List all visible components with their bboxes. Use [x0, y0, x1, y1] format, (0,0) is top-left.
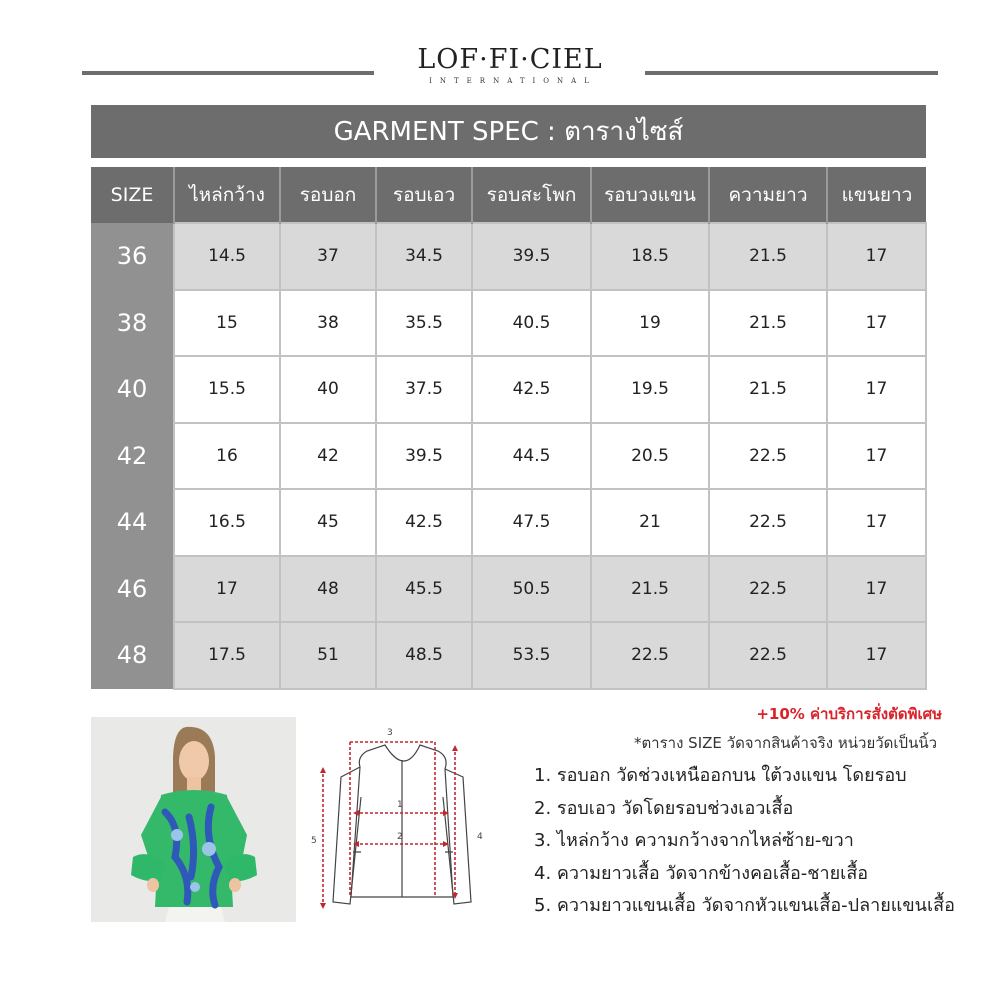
diagram-label-chest: 1	[397, 800, 403, 810]
table-cell: 17	[827, 489, 926, 556]
table-cell: 17	[827, 622, 926, 689]
table-cell: 21.5	[709, 356, 827, 423]
measurement-step: 1. รอบอก วัดช่วงเหนืออกบน ใต้วงแขน โดยรอบ	[534, 765, 907, 786]
table-cell: 16	[174, 423, 280, 490]
measurement-step: 3. ไหล่กว้าง ความกว้างจากไหล่ซ้าย-ขวา	[534, 830, 854, 851]
column-header: รอบวงแขน	[591, 167, 709, 223]
table-cell: 48.5	[376, 622, 472, 689]
table-cell: 35.5	[376, 290, 472, 357]
diagram-label-waist: 2	[397, 832, 403, 842]
table-cell: 48	[280, 556, 376, 623]
measurement-step: 4. ความยาวเสื้อ วัดจากข้างคอเสื้อ-ชายเสื้อ	[534, 862, 869, 884]
header-rule-left	[82, 71, 374, 75]
diagram-label-sleeve: 5	[311, 836, 317, 846]
table-cell: 21	[591, 489, 709, 556]
size-cell: 40	[91, 356, 174, 423]
table-cell: 45.5	[376, 556, 472, 623]
table-cell: 37	[280, 223, 376, 290]
table-cell: 53.5	[472, 622, 591, 689]
table-row	[91, 423, 926, 490]
table-cell: 17	[827, 356, 926, 423]
column-header: รอบสะโพก	[472, 167, 591, 223]
measurement-step: 5. ความยาวแขนเสื้อ วัดจากหัวแขนเสื้อ-ปลายแขนเสื้อ	[534, 895, 955, 916]
measurement-step: 2. รอบเอว วัดโดยรอบช่วงเอวเสื้อ	[534, 797, 794, 819]
table-cell: 51	[280, 622, 376, 689]
table-header-row	[91, 167, 926, 223]
table-cell: 21.5	[709, 290, 827, 357]
table-cell: 15	[174, 290, 280, 357]
table-cell: 15.5	[174, 356, 280, 423]
table-cell: 17	[827, 423, 926, 490]
table-row	[91, 556, 926, 623]
table-cell: 21.5	[591, 556, 709, 623]
table-cell: 17.5	[174, 622, 280, 689]
table-row	[91, 223, 926, 290]
table-cell: 22.5	[591, 622, 709, 689]
table-cell: 40.5	[472, 290, 591, 357]
column-header: SIZE	[91, 167, 174, 223]
column-header: ไหล่กว้าง	[174, 167, 280, 223]
table-cell: 16.5	[174, 489, 280, 556]
table-cell: 37.5	[376, 356, 472, 423]
table-cell: 50.5	[472, 556, 591, 623]
table-cell: 14.5	[174, 223, 280, 290]
brand-name: LOF·FI·CIEL	[417, 44, 603, 75]
column-header: รอบเอว	[376, 167, 472, 223]
diagram-label-shoulder: 3	[387, 728, 393, 738]
diagram-label-length: 4	[477, 832, 483, 842]
table-cell: 42.5	[472, 356, 591, 423]
table-cell: 22.5	[709, 622, 827, 689]
size-cell: 38	[91, 290, 174, 357]
table-row	[91, 489, 926, 556]
table-cell: 45	[280, 489, 376, 556]
table-cell: 17	[827, 556, 926, 623]
size-spec-table	[91, 167, 927, 690]
page-title: GARMENT SPEC : ตารางไซส์	[91, 105, 926, 158]
table-cell: 22.5	[709, 423, 827, 490]
table-row	[91, 622, 926, 689]
table-cell: 22.5	[709, 489, 827, 556]
size-cell: 46	[91, 556, 174, 623]
measurement-unit-note: *ตาราง SIZE วัดจากสินค้าจริง หน่วยวัดเป็นนิ้ว	[633, 734, 937, 752]
table-cell: 19	[591, 290, 709, 357]
column-header: แขนยาว	[827, 167, 926, 223]
table-cell: 17	[827, 290, 926, 357]
table-cell: 21.5	[709, 223, 827, 290]
table-cell: 39.5	[472, 223, 591, 290]
table-row	[91, 290, 926, 357]
header-rule-right	[645, 71, 938, 75]
size-cell: 48	[91, 622, 174, 689]
extra-fee-note: +10% ค่าบริการสั่งตัดพิเศษ	[756, 705, 942, 723]
table-cell: 47.5	[472, 489, 591, 556]
size-cell: 44	[91, 489, 174, 556]
table-cell: 22.5	[709, 556, 827, 623]
brand-tagline: INTERNATIONAL	[429, 77, 597, 85]
table-body	[91, 223, 926, 689]
table-cell: 42	[280, 423, 376, 490]
table-cell: 17	[174, 556, 280, 623]
table-row	[91, 356, 926, 423]
size-cell: 36	[91, 223, 174, 290]
table-cell: 40	[280, 356, 376, 423]
measurement-diagram	[305, 717, 505, 922]
size-cell: 42	[91, 423, 174, 490]
table-cell: 44.5	[472, 423, 591, 490]
table-cell: 17	[827, 223, 926, 290]
measurement-steps	[534, 760, 974, 923]
table-cell: 20.5	[591, 423, 709, 490]
table-cell: 19.5	[591, 356, 709, 423]
model-photo	[91, 717, 296, 922]
column-header: รอบอก	[280, 167, 376, 223]
table-cell: 34.5	[376, 223, 472, 290]
column-header: ความยาว	[709, 167, 827, 223]
table-cell: 18.5	[591, 223, 709, 290]
table-cell: 39.5	[376, 423, 472, 490]
table-cell: 38	[280, 290, 376, 357]
brand-logo	[380, 44, 640, 86]
table-cell: 42.5	[376, 489, 472, 556]
